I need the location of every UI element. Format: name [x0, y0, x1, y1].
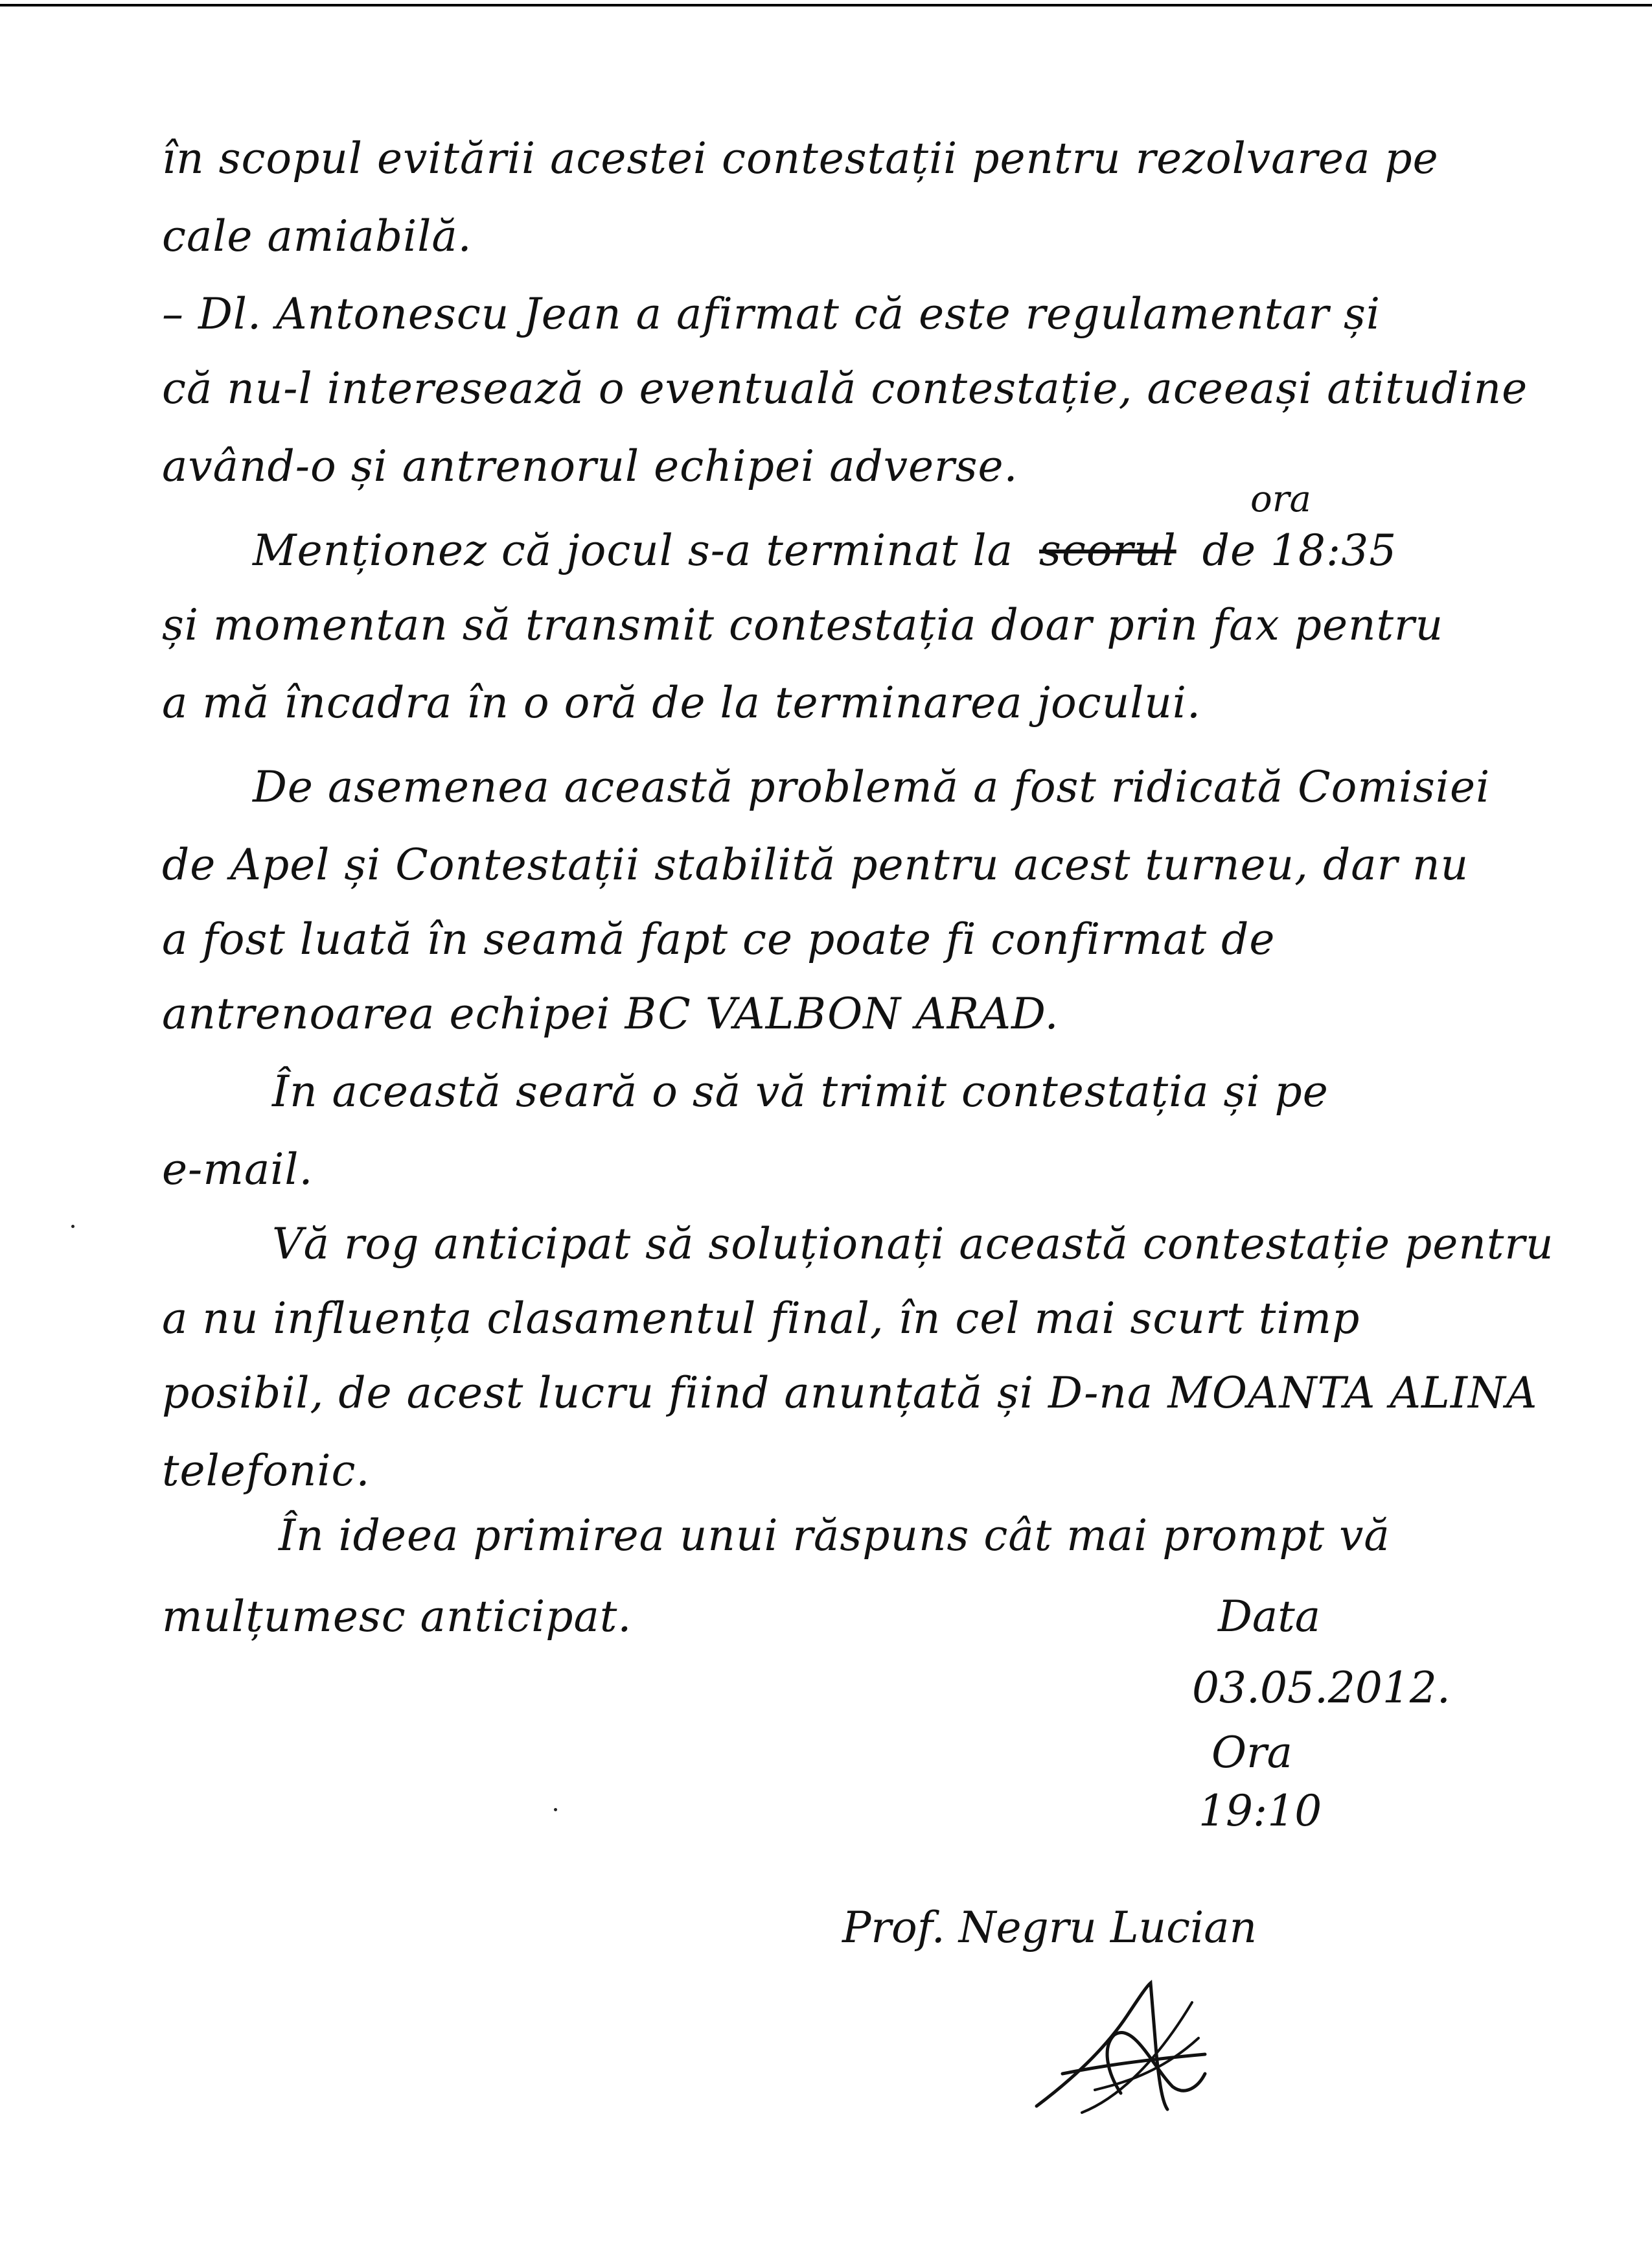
text-line-6	[253, 525, 1397, 577]
text-line-2: cale amiabilă.	[162, 211, 472, 261]
text-line-15: Vă rog anticipat să soluționați această contestație pentru	[272, 1219, 1554, 1269]
top-border-line	[0, 4, 1652, 6]
date-label: Data	[1218, 1592, 1321, 1641]
text-line-18: telefonic.	[162, 1446, 371, 1496]
handwritten-signature	[1024, 1977, 1218, 2126]
text-line-10: de Apel și Contestații stabilită pentru acest turneu, dar nu	[162, 840, 1469, 890]
scan-speck	[71, 1225, 75, 1228]
signatory-name: Prof. Negru Lucian	[842, 1903, 1257, 1953]
date-value: 03.05.2012.	[1192, 1663, 1451, 1713]
text-line-9: De asemenea această problemă a fost ridicată Comisiei	[253, 762, 1491, 812]
text-line-16: a nu influența clasamentul final, în cel mai scurt timp	[162, 1293, 1360, 1343]
inserted-word: ora	[1250, 478, 1311, 520]
text-line-4: că nu-l interesează o eventuală contestație, aceeași atitudine	[162, 364, 1528, 413]
text-line-1: în scopul evitării acestei contestații pentru rezolvarea pe	[162, 133, 1439, 183]
text-line-19: În ideea primirea unui răspuns cât mai prompt vă	[279, 1511, 1390, 1560]
text-line-7: și momentan să transmit contestația doar prin fax pentru	[162, 600, 1444, 650]
text-line-12: antrenoarea echipei BC VALBON ARAD.	[162, 989, 1059, 1039]
text-line-6-start: Menționez că jocul s-a terminat la	[253, 526, 1014, 575]
struck-word: scorul	[1039, 526, 1176, 575]
text-line-14: e-mail.	[162, 1144, 314, 1194]
text-line-20: mulțumesc anticipat.	[162, 1592, 632, 1641]
text-line-11: a fost luată în seamă fapt ce poate fi confirmat de	[162, 914, 1276, 964]
text-line-17: posibil, de acest lucru fiind anunțată și D-na MOANTA ALINA	[162, 1368, 1538, 1418]
text-line-8: a mă încadra în o oră de la terminarea jocului.	[162, 678, 1201, 728]
text-line-3: – Dl. Antonescu Jean a afirmat că este regulamentar și	[162, 289, 1381, 339]
text-line-5: având-o și antrenorul echipei adverse.	[162, 441, 1018, 491]
time-value: 19:10	[1199, 1786, 1322, 1836]
text-line-6-end: de 18:35	[1202, 526, 1397, 575]
text-line-13: În această seară o să vă trimit contestația și pe	[272, 1067, 1329, 1117]
scan-speck	[554, 1808, 557, 1811]
time-label: Ora	[1211, 1728, 1293, 1778]
